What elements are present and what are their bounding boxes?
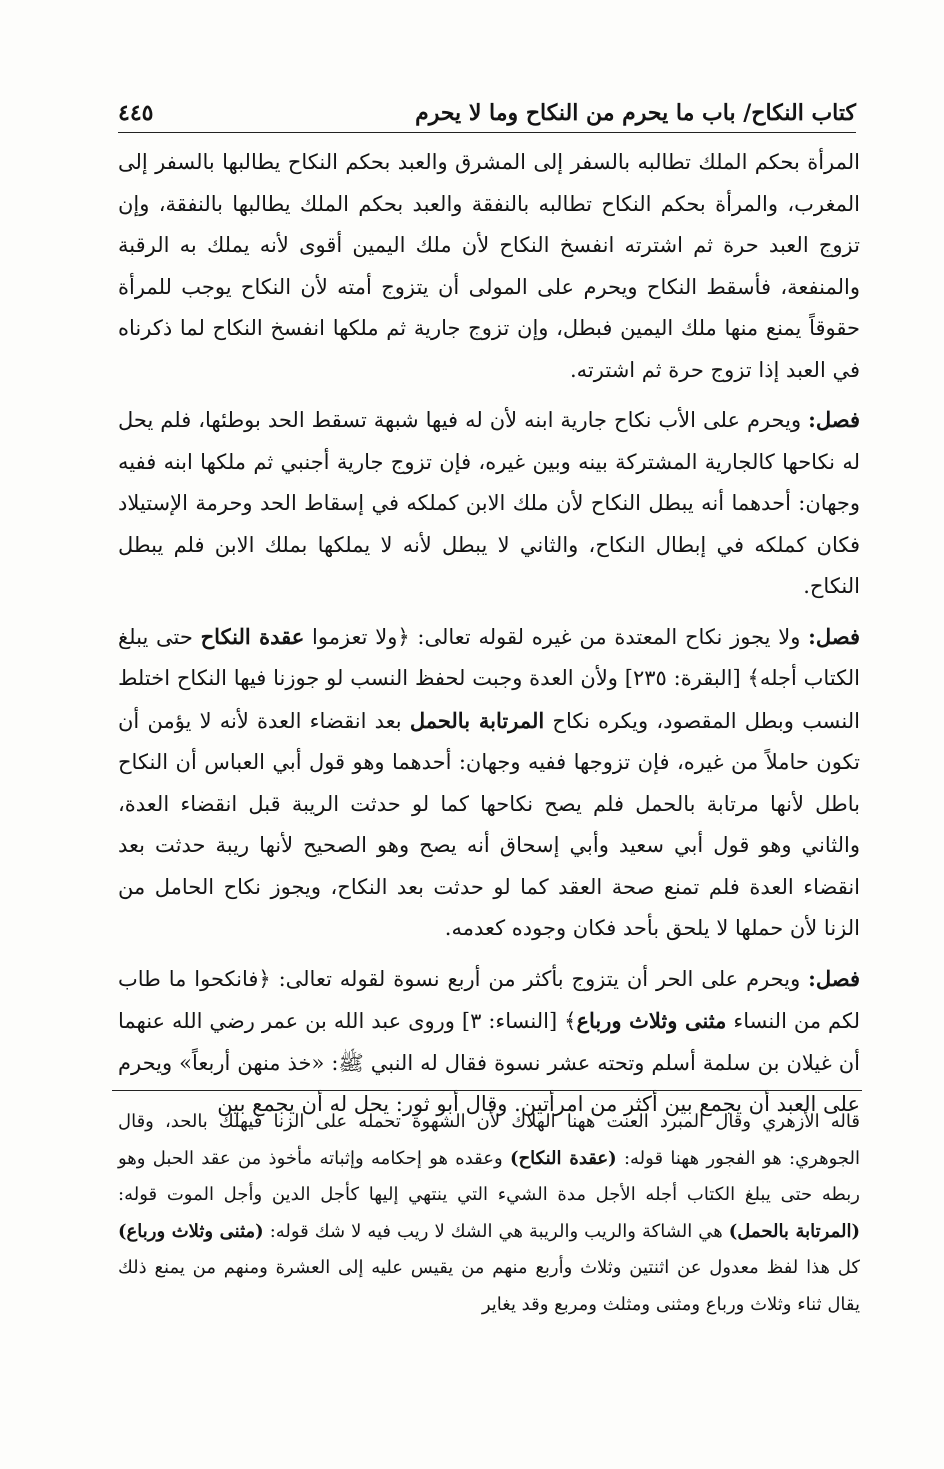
paragraph-3-text-a: ولا يجوز نكاح المعتدة من غيره لقوله تعالى: ﴿ولا تعزموا	[304, 624, 809, 649]
term-murtaba-bilhaml: المرتابة بالحمل	[409, 707, 545, 733]
section-label: فصل:	[808, 623, 860, 649]
footnote-part-d: هي الشاكة والريب والريبة هي الشك لا ريب فيه لا شك قوله:	[263, 1220, 729, 1242]
footnote-term-1: (عقدة النكاح)	[510, 1147, 617, 1169]
page-number: ٤٤٥	[118, 100, 154, 126]
footnote-part-a: قاله الأزهري وقال المبرد العنت ههنا الهلاك لأن الشهوة تحمله على الزنا فيهلك بالحد، وقال الجوهري: هو الفجور ههنا قوله:	[118, 1111, 861, 1169]
footnote-term-2: (المرتابة بالحمل)	[728, 1220, 860, 1242]
footnote-part-e: كل هذا لفظ معدول عن اثنتين وثلاث وأربع منهم من يقيس عليه إلى العشرة ومنهم من يمنع ذلك يقال ثناء وثلاث ورباع ومثنى ومثلث ومربع وقد يغاير	[118, 1257, 860, 1315]
footnotes	[118, 1104, 860, 1323]
paragraph-4	[118, 958, 860, 1126]
footnote-text	[118, 1104, 860, 1323]
running-header	[118, 86, 856, 133]
paragraph-2-text: ويحرم على الأب نكاح جارية ابنه لأن له فيها شبهة تسقط الحد بوطئها، فلم يحل له نكاحها كالجارية المشتركة بينه وبين غيره، فإن تزوج جارية أجنبي ثم ملكها ابنه ففيه وجهان: أحدهما أنه يبطل النكاح لأن ملك الابن كملكه في إسقاط الحد وحرمة الإستيلاد فكان كملكه في إبطال النكاح، والثاني لا يبطل لأنه لا يملكها بملك الابن فلم يبطل النكاح.	[118, 408, 860, 598]
paragraph-3-text-c: حتى يبلغ الكتاب أجله﴾ [البقرة: ٢٣٥] ولأن العدة وجبت لحفظ النسب لو جوزنا فيها النكاح اختلط النسب وبطل المقصود، ويكره نكاح	[118, 624, 861, 733]
paragraph-3	[118, 616, 860, 950]
footnote-separator	[112, 1090, 862, 1091]
chapter-title: كتاب النكاح/ باب ما يحرم من النكاح وما لا يحرم	[415, 100, 856, 126]
paragraph-4-text-c: ﴾ [النساء: ٣] وروى عبد الله بن عمر رضي الله عنهما أن غيلان بن سلمة أسلم وتحته عشر نسوة فقال له النبي ﷺ: «خذ منهن أربعاً» ويحرم على العبد أن يجمع بين أكثر من امرأتين. وقال أبو ثور: يحل له أن يجمع بين	[118, 1009, 860, 1116]
paragraph-4-text-a: ويحرم على الحر أن يتزوج بأكثر من أربع نسوة لقوله تعالى: ﴿فانكحوا ما طاب لكم من النساء	[118, 966, 861, 1033]
term-aqdat-alnikah: عقدة النكاح	[200, 623, 305, 649]
paragraph-1	[118, 142, 860, 391]
section-label: فصل:	[808, 407, 860, 432]
term-mathna: مثنى وثلاث ورباع	[576, 1008, 727, 1033]
paragraph-1-text: المرأة بحكم الملك تطالبه بالسفر إلى المشرق والعبد بحكم النكاح يطالبها بالسفر إلى المغرب، والمرأة بحكم النكاح تطالبه بالنفقة والعبد بحكم الملك يطالبها بالنفقة، وإن تزوج العبد حرة ثم اشترته انفسخ النكاح لأن ملك اليمين أقوى لأنه يملك به الرقبة والمنفعة، فأسقط النكاح ويحرم على المولى أن يتزوج أمته لأن النكاح يوجب للمرأة حقوقاً يمنع منها ملك اليمين فبطل، وإن تزوج جارية ثم ملكها انفسخ النكاح لما ذكرناه في العبد إذا تزوج حرة ثم اشترته.	[118, 150, 860, 382]
paragraph-3-text-d: بعد انقضاء العدة لأنه لا يؤمن أن تكون حاملاً من غيره، فإن تزوجها ففيه وجهان: أحدهما وهو قول أبي العباس أن النكاح باطل لأنها مرتابة بالحمل فلم يصح نكاحها كما لو حدثت الريبة قبل انقضاء العدة، والثاني وهو قول أبي سعيد وأبي إسحاق أنه يصح وهو الصحيح لأنها ريبة حدثت بعد انقضاء العدة فلم تمنع صحة العقد كما لو حدثت بعد النكاح، ويجوز نكاح الحامل من الزنا لأن حملها لا يلحق بأحد فكان وجوده كعدمه.	[118, 708, 860, 940]
main-text	[118, 142, 860, 1134]
section-label: فصل:	[808, 965, 860, 991]
paragraph-2	[118, 399, 860, 608]
footnote-term-3: (مثنى وثلاث ورباع)	[118, 1220, 264, 1242]
footnote-part-c: وعقده هو إحكامه وإثباته مأخوذ من عقد الحبل وهو ربطه حتى يبلغ الكتاب أجله الأجل مدة الشيء التي ينتهي إليها كأجل الدين وأجل الموت قوله:	[118, 1147, 860, 1205]
